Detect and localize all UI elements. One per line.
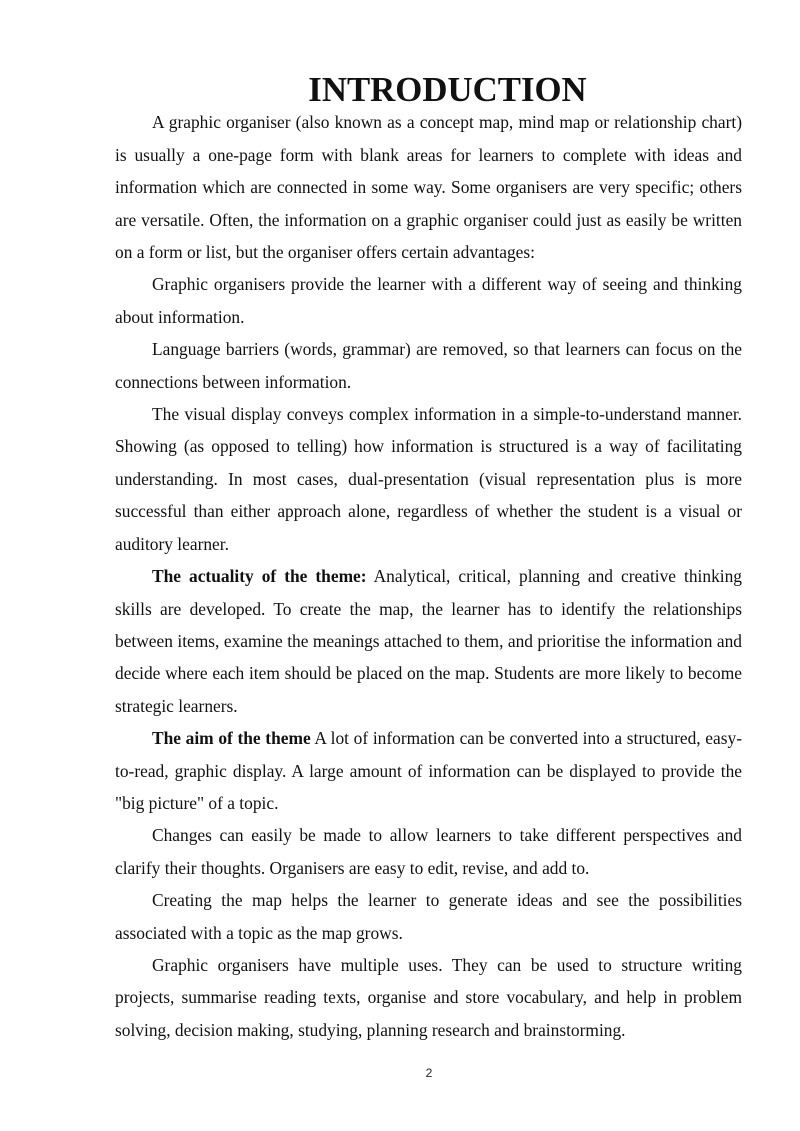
paragraph-text: Creating the map helps the learner to generate ideas and see the possibilities associated with a topic as the map grows. [115,890,742,943]
document-page [115,70,742,1046]
paragraph-changes [115,819,742,884]
page-number: 2 [425,1066,433,1080]
paragraph-text: Graphic organisers have multiple uses. They can be used to structure writing projects, summarise reading texts, organise and store vocabulary, and help in problem solving, decision making, studying, planning research and brainstorming. [115,954,742,1040]
page-title: INTRODUCTION [308,70,587,109]
aim-heading: The aim of the theme [152,728,311,749]
paragraph-text: Language barriers (words, grammar) are removed, so that learners can focus on the connections between information. [115,339,742,392]
paragraph-visual-display [115,398,742,560]
paragraph-text: A lot of information can be converted into a structured, easy-to-read, graphic display. A large amount of information can be displayed to provide the "big picture" of a topic. [115,728,742,813]
paragraph-text: Analytical, critical, planning and creative thinking skills are developed. To create the map, the learner has to identify the relationships between items, examine the meanings attached to them, and prioritise the information and decide where each item should be placed on the map. Students are more likely to become strategic learners. [115,566,742,716]
actuality-heading: The actuality of the theme: [152,566,367,587]
paragraph-actuality [115,560,742,722]
paragraph-text: Changes can easily be made to allow learners to take different perspectives and clarify their thoughts. Organisers are easy to edit, revise, and add to. [115,825,742,878]
paragraph-definition [115,106,742,268]
paragraph-text: Graphic organisers provide the learner with a different way of seeing and thinking about information. [115,274,742,327]
paragraph-text: The visual display conveys complex information in a simple-to-understand manner. Showing (as opposed to telling) how information is structured is a way of facilitating understanding. In most cases, dual-presentation (visual representation plus is more successful than either approach alone, regardless of whether the student is a visual or auditory learner. [115,404,742,554]
paragraph-language [115,333,742,398]
paragraph-text: A graphic organiser (also known as a concept map, mind map or relationship chart) is usually a one-page form with blank areas for learners to complete with ideas and information which are connected in some way. Some organisers are very specific; others are versatile. Often, the information on a graphic organiser could just as easily be written on a form or list, but the organiser offers certain advantages: [115,112,742,263]
paragraph-creating [115,884,742,949]
paragraph-seeing [115,268,742,333]
paragraph-aim [115,722,742,819]
paragraph-uses [115,949,742,1046]
